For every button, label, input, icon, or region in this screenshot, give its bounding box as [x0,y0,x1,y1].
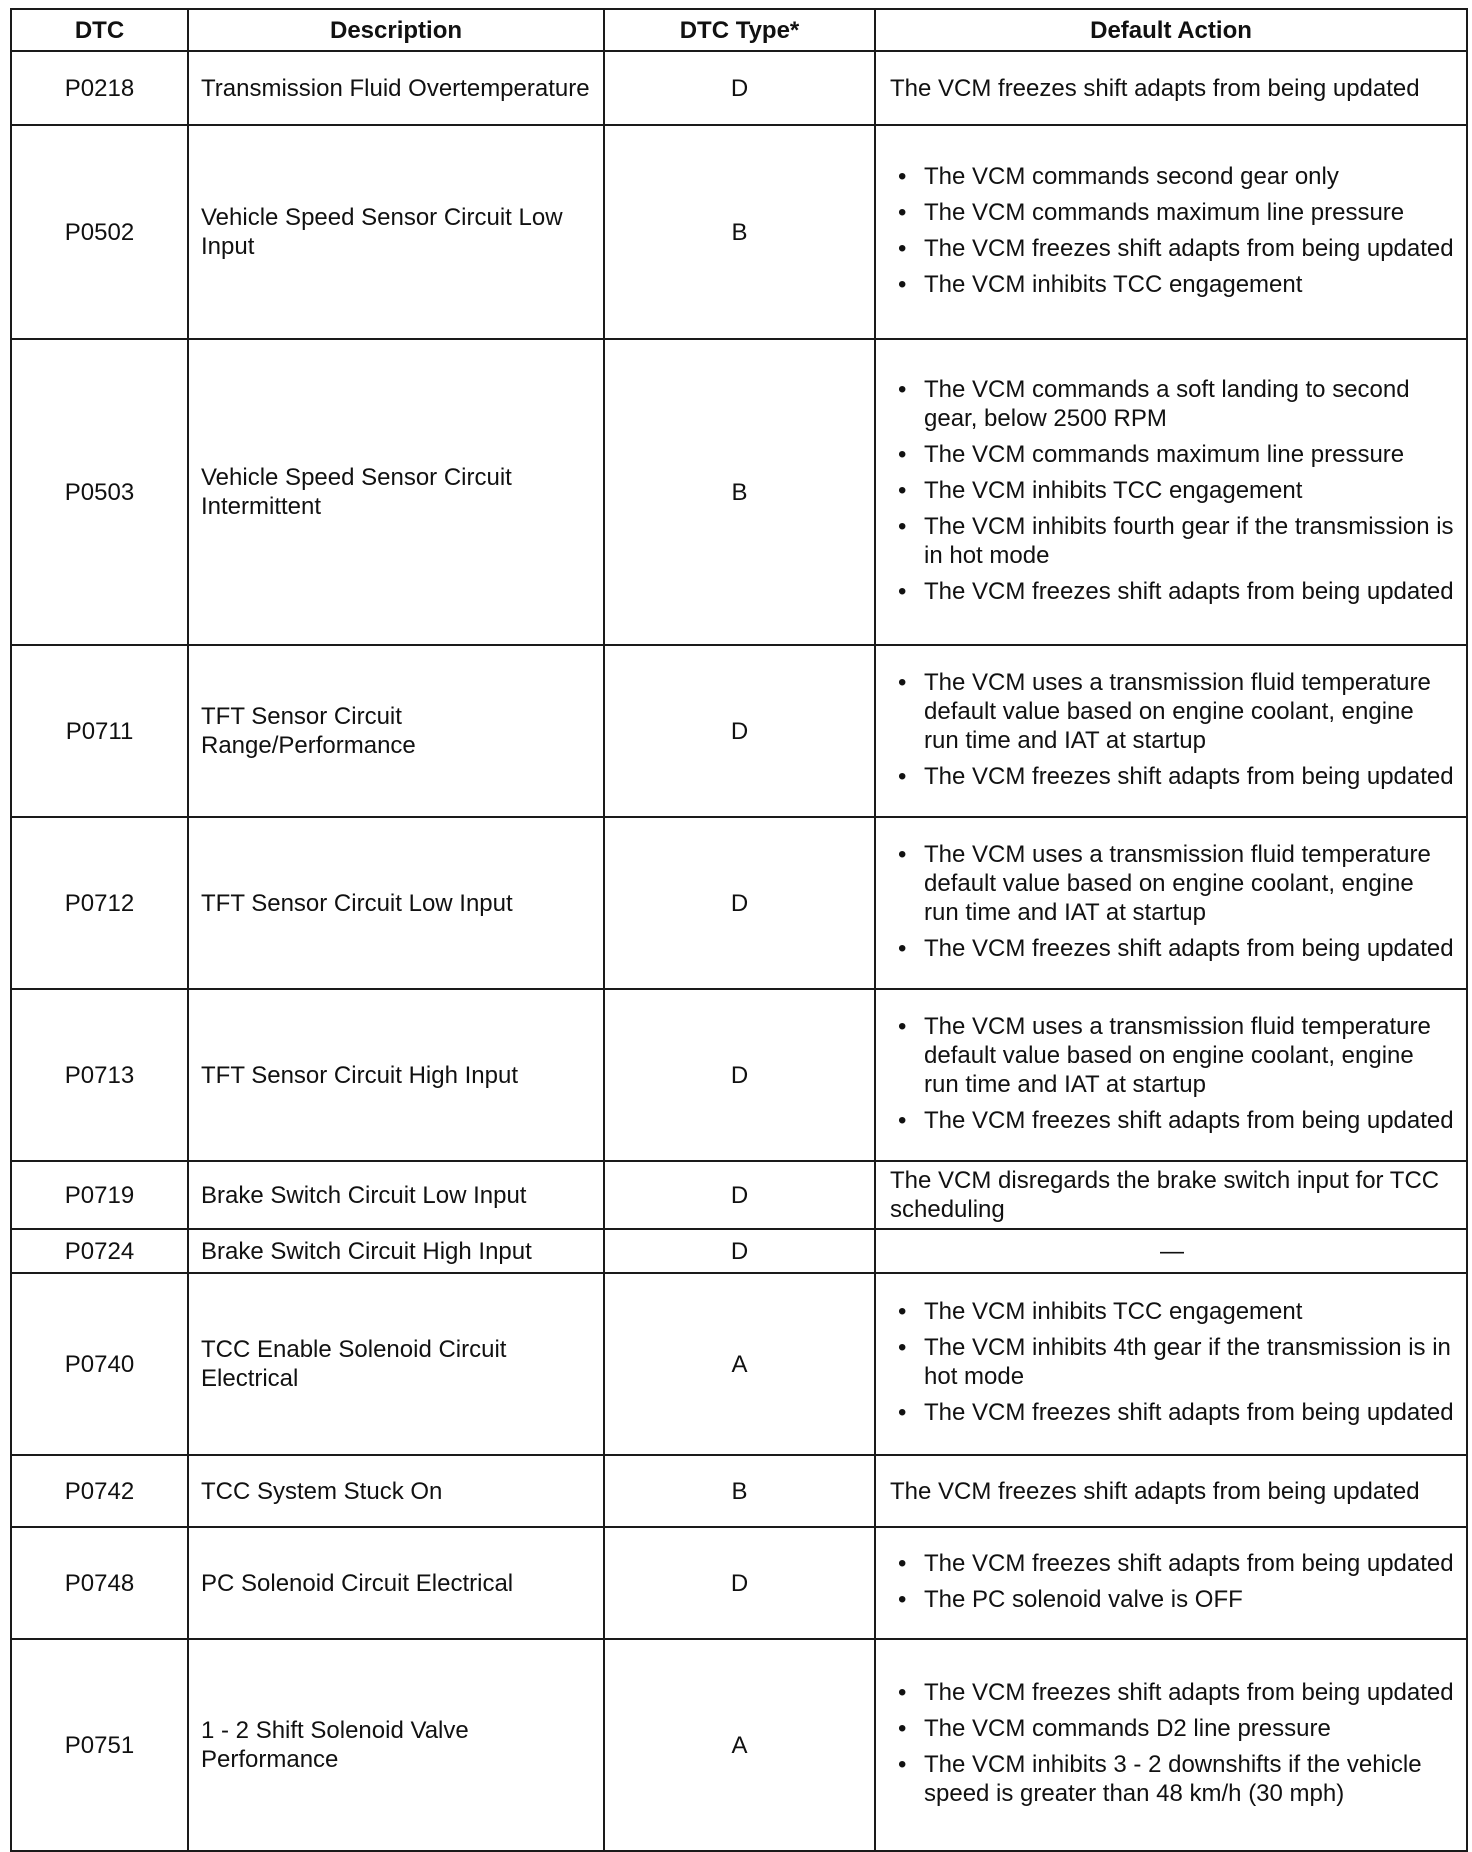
default-action [875,125,1467,339]
dtc-code: P0502 [11,125,188,339]
table-row [11,645,1467,817]
dtc-description: TFT Sensor Circuit Low Input [188,817,604,989]
dtc-description: 1 - 2 Shift Solenoid Valve Performance [188,1639,604,1851]
default-action [875,817,1467,989]
table-row [11,1527,1467,1639]
default-action-item: • The VCM inhibits TCC engagement [924,476,1454,505]
default-action-list [888,1297,1454,1427]
default-action [875,989,1467,1161]
table-row [11,339,1467,645]
dtc-type: D [604,1229,875,1273]
dtc-type: D [604,51,875,125]
table-row [11,1455,1467,1527]
default-action: The VCM freezes shift adapts from being updated [875,1455,1467,1527]
dtc-code: P0748 [11,1527,188,1639]
dtc-type: B [604,1455,875,1527]
dtc-type: D [604,989,875,1161]
default-action [875,1639,1467,1851]
dtc-type: D [604,817,875,989]
dtc-table [10,8,1468,1852]
dtc-code: P0711 [11,645,188,817]
default-action-item: • The VCM freezes shift adapts from being updated [924,234,1454,263]
dtc-description: TFT Sensor Circuit High Input [188,989,604,1161]
dtc-description: TCC Enable Solenoid Circuit Electrical [188,1273,604,1455]
default-action-list [888,375,1454,606]
table-row [11,1273,1467,1455]
dtc-code: P0742 [11,1455,188,1527]
dtc-code: P0713 [11,989,188,1161]
table-header [11,9,1467,51]
default-action-item: • The VCM inhibits fourth gear if the transmission is in hot mode [924,512,1454,570]
default-action-item: • The VCM commands second gear only [924,162,1454,191]
table-row [11,989,1467,1161]
default-action-list [888,1549,1454,1614]
dtc-type: B [604,125,875,339]
table-body [11,51,1467,1851]
table-row [11,1229,1467,1273]
default-action-item: • The VCM uses a transmission fluid temperature default value based on engine coolant, engine run time and IAT at startup [924,840,1454,927]
header-default-action: Default Action [875,9,1467,51]
dtc-description: Vehicle Speed Sensor Circuit Low Input [188,125,604,339]
default-action: — [875,1229,1467,1273]
default-action-item: • The VCM commands a soft landing to second gear, below 2500 RPM [924,375,1454,433]
dtc-type: D [604,1527,875,1639]
dtc-type: A [604,1273,875,1455]
dtc-description: Vehicle Speed Sensor Circuit Intermittent [188,339,604,645]
dtc-type: D [604,645,875,817]
default-action-item: • The VCM freezes shift adapts from being updated [924,1549,1454,1578]
default-action-item: • The VCM freezes shift adapts from being updated [924,1106,1454,1135]
dtc-code: P0724 [11,1229,188,1273]
default-action-item: • The PC solenoid valve is OFF [924,1585,1454,1614]
dtc-description: PC Solenoid Circuit Electrical [188,1527,604,1639]
default-action-list [888,840,1454,963]
default-action: The VCM freezes shift adapts from being updated [875,51,1467,125]
header-row [11,9,1467,51]
default-action [875,1273,1467,1455]
header-dtc: DTC [11,9,188,51]
default-action-item: • The VCM inhibits 4th gear if the transmission is in hot mode [924,1333,1454,1391]
default-action-item: • The VCM uses a transmission fluid temperature default value based on engine coolant, engine run time and IAT at startup [924,1012,1454,1099]
default-action-item: • The VCM commands D2 line pressure [924,1714,1454,1743]
table-row [11,125,1467,339]
default-action-list [888,1012,1454,1135]
header-dtc-type: DTC Type* [604,9,875,51]
default-action-item: • The VCM freezes shift adapts from being updated [924,1398,1454,1427]
dtc-type: D [604,1161,875,1229]
dtc-type: A [604,1639,875,1851]
default-action-list [888,1678,1454,1808]
default-action [875,1527,1467,1639]
dtc-description: Brake Switch Circuit High Input [188,1229,604,1273]
dtc-code: P0218 [11,51,188,125]
default-action [875,645,1467,817]
default-action-item: • The VCM inhibits TCC engagement [924,270,1454,299]
dtc-code: P0712 [11,817,188,989]
default-action-item: • The VCM inhibits TCC engagement [924,1297,1454,1326]
default-action-item: • The VCM freezes shift adapts from being updated [924,934,1454,963]
default-action-item: • The VCM freezes shift adapts from being updated [924,1678,1454,1707]
dtc-code: P0740 [11,1273,188,1455]
dtc-code: P0503 [11,339,188,645]
dtc-description: TFT Sensor Circuit Range/Performance [188,645,604,817]
default-action-item: • The VCM inhibits 3 - 2 downshifts if the vehicle speed is greater than 48 km/h (30 mph) [924,1750,1454,1808]
header-description: Description [188,9,604,51]
default-action-item: • The VCM commands maximum line pressure [924,198,1454,227]
default-action [875,339,1467,645]
dtc-description: Transmission Fluid Overtemperature [188,51,604,125]
dtc-description: TCC System Stuck On [188,1455,604,1527]
table-row [11,51,1467,125]
default-action-item: • The VCM uses a transmission fluid temperature default value based on engine coolant, engine run time and IAT at startup [924,668,1454,755]
dtc-code: P0719 [11,1161,188,1229]
default-action-item: • The VCM commands maximum line pressure [924,440,1454,469]
default-action-list [888,668,1454,791]
dtc-code: P0751 [11,1639,188,1851]
default-action-list [888,162,1454,299]
default-action-item: • The VCM freezes shift adapts from being updated [924,577,1454,606]
table-row [11,1639,1467,1851]
default-action-item: • The VCM freezes shift adapts from being updated [924,762,1454,791]
dtc-description: Brake Switch Circuit Low Input [188,1161,604,1229]
table-row [11,817,1467,989]
default-action: The VCM disregards the brake switch input for TCC scheduling [875,1161,1467,1229]
table-row [11,1161,1467,1229]
dtc-type: B [604,339,875,645]
